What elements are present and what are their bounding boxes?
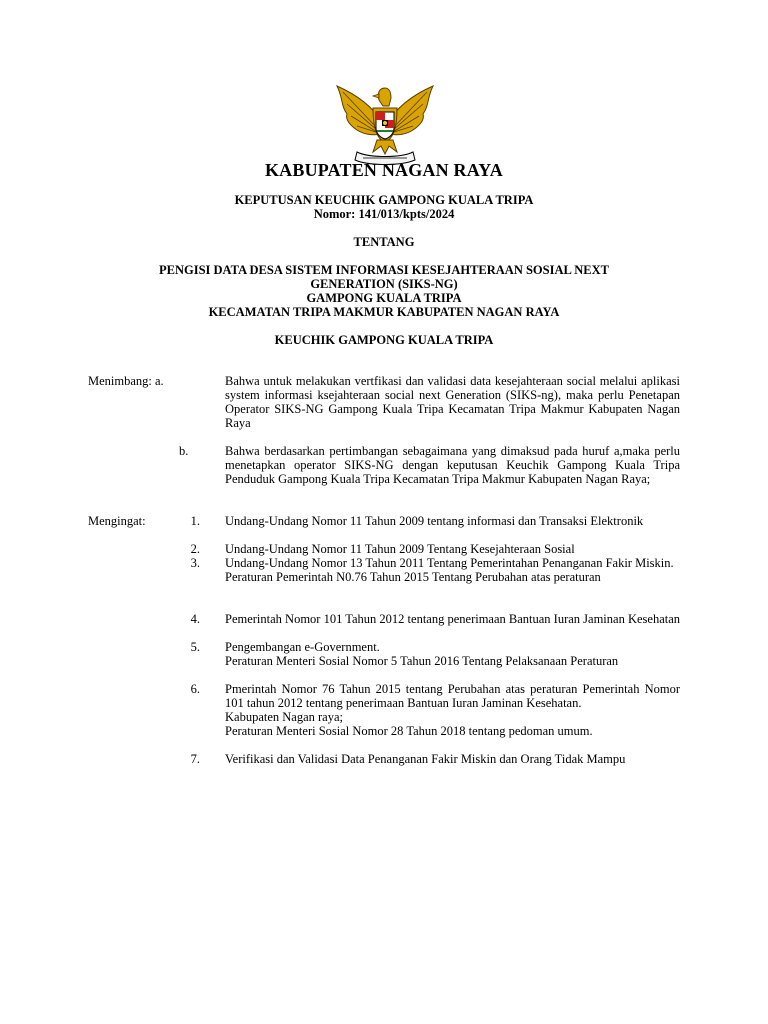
decree-number: Nomor: 141/013/kpts/2024 xyxy=(313,207,455,221)
menimbang-item-b: Bahwa berdasarkan pertimbangan sebagaimana yang dimaksud pada huruf a,maka perlu menetapkan operator SIKS-NG dengan keputusan Keuchik Gampong Kuala Tripa Penduduk Gampong Kuala Tripa Kecamatan Tripa Makmur Kabupaten Nagan Raya; xyxy=(225,444,680,486)
menimbang-marker-b: b. xyxy=(179,444,189,458)
issuer-heading: KEUCHIK GAMPONG KUALA TRIPA xyxy=(274,333,494,347)
mengingat-item-3: Undang-Undang Nomor 13 Tahun 2011 Tentang Pemerintahan Penanganan Fakir Miskin. Peraturan Pemerintah N0.76 Tahun 2015 Tentang Perubahan atas peraturan xyxy=(225,556,674,584)
regency-title: KABUPATEN NAGAN RAYA xyxy=(264,160,504,180)
mengingat-item-6: Pmerintah Nomor 76 Tahun 2015 tentang Perubahan atas peraturan Pemerintah Nomor 101 tahun 2012 tentang penerimaan Bantuan Iuran Jaminan Kesehatan. Kabupaten Nagan raya; Peraturan Menteri Sosial Nomor 28 Tahun 2018 tentang pedoman umum. xyxy=(225,682,680,738)
mengingat-num-7: 7. xyxy=(190,752,200,766)
mengingat-num-5: 5. xyxy=(190,640,200,654)
subject-line-1: PENGISI DATA DESA SISTEM INFORMASI KESEJAHTERAAN SOSIAL NEXT xyxy=(159,263,609,277)
subject-line-3: GAMPONG KUALA TRIPA xyxy=(306,291,462,305)
mengingat-item-1: Undang-Undang Nomor 11 Tahun 2009 tentang informasi dan Transaksi Elektronik xyxy=(225,514,644,528)
mengingat-label: Mengingat: xyxy=(88,514,146,528)
mengingat-num-3: 3. xyxy=(190,556,200,570)
menimbang-label: Menimbang: a. xyxy=(88,374,164,388)
menimbang-section xyxy=(88,374,680,494)
mengingat-num-4: 4. xyxy=(190,612,200,626)
subject-line-4: KECAMATAN TRIPA MAKMUR KABUPATEN NAGAN RAYA xyxy=(208,305,560,319)
about-heading: TENTANG xyxy=(353,235,415,249)
mengingat-section xyxy=(88,514,680,794)
garuda-emblem-icon xyxy=(333,76,437,166)
subject-line-2: GENERATION (SIKS-NG) xyxy=(310,277,458,291)
mengingat-num-1: 1. xyxy=(190,514,200,528)
menimbang-item-a: Bahwa untuk melakukan vertfikasi dan validasi data kesejahteraan social melalui aplikasi system informasi ksejahteraan social next Generation (SIKS-ng), maka perlu Penetapan Operator SIKS-NG Gampong Kuala Tripa Kecamatan Tripa Makmur Kabupaten Nagan Raya xyxy=(225,374,680,430)
mengingat-num-6: 6. xyxy=(190,682,200,696)
mengingat-item-2: Undang-Undang Nomor 11 Tahun 2009 Tentang Kesejahteraan Sosial xyxy=(225,542,575,556)
decree-title: KEPUTUSAN KEUCHIK GAMPONG KUALA TRIPA xyxy=(234,193,534,207)
mengingat-item-5: Pengembangan e-Government. Peraturan Menteri Sosial Nomor 5 Tahun 2016 Tentang Pelaksanaan Peraturan xyxy=(225,640,619,668)
mengingat-item-7: Verifikasi dan Validasi Data Penanganan Fakir Miskin dan Orang Tidak Mampu xyxy=(225,752,626,766)
mengingat-num-2: 2. xyxy=(190,542,200,556)
mengingat-item-4: Pemerintah Nomor 101 Tahun 2012 tentang penerimaan Bantuan Iuran Jaminan Kesehatan xyxy=(225,612,681,626)
